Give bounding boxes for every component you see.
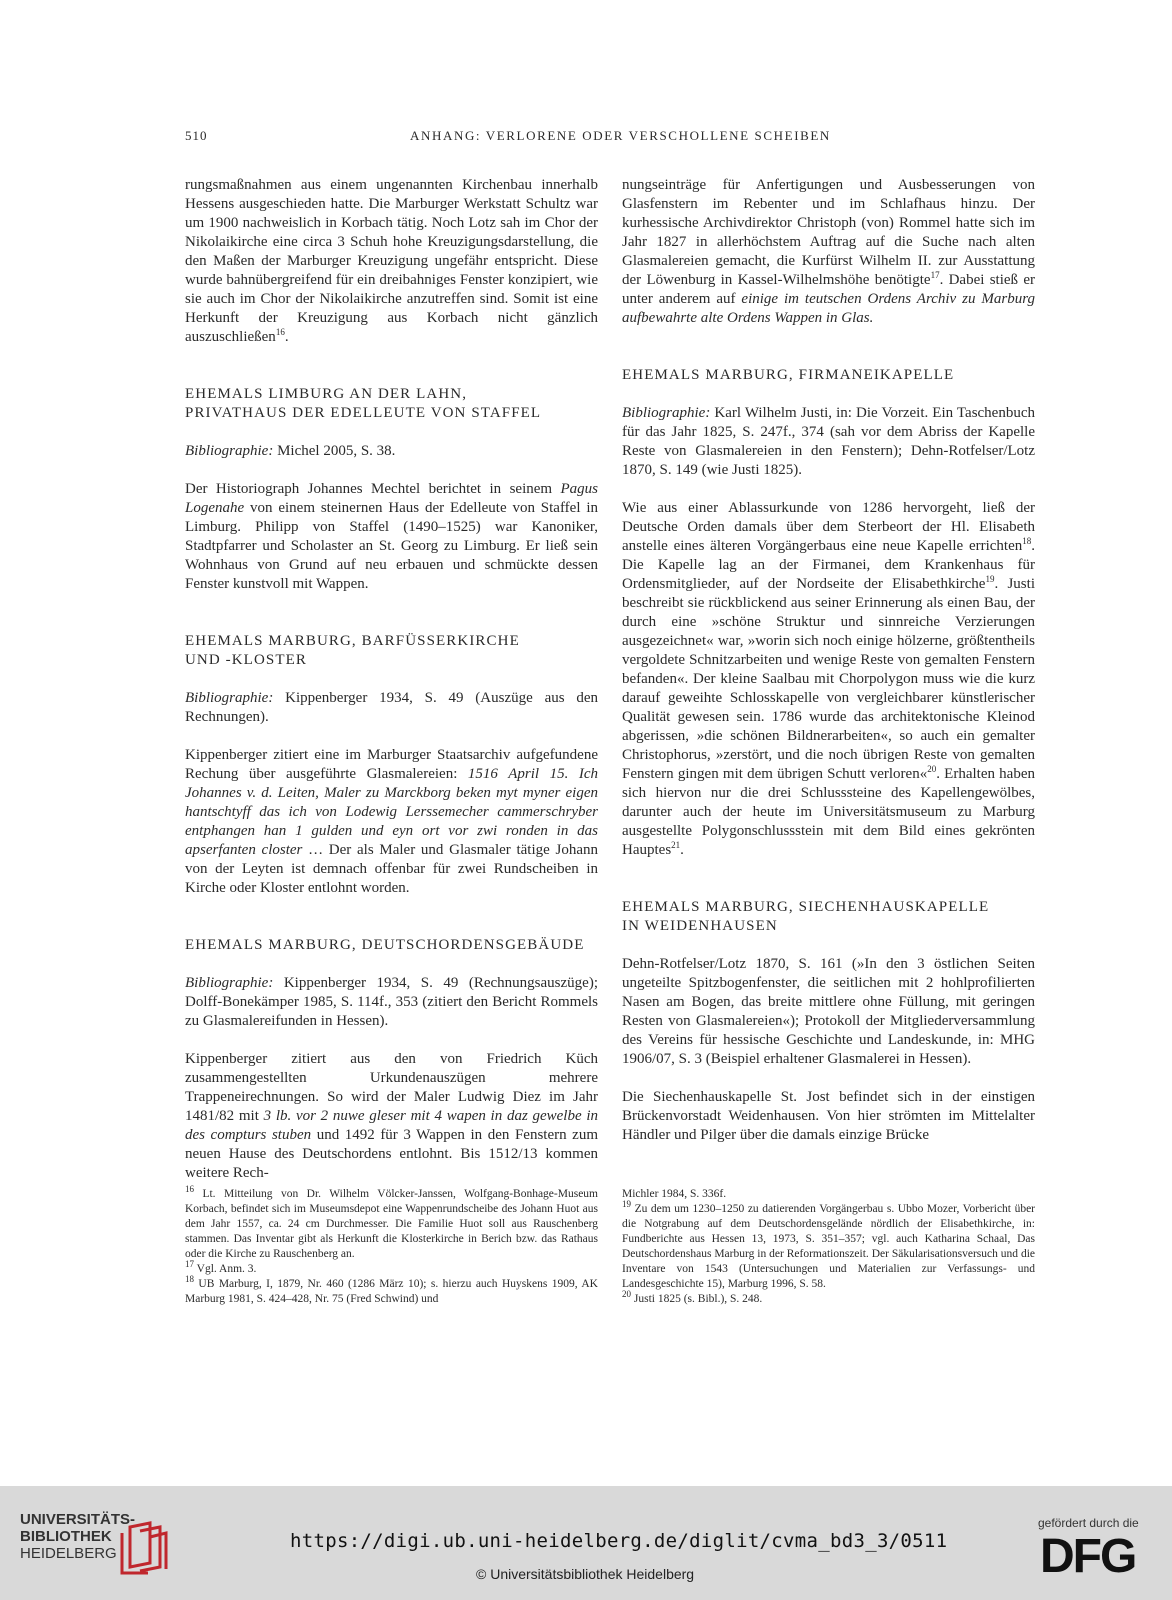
footnote-ref[interactable]: 19	[985, 574, 995, 584]
paragraph: Wie aus einer Ablassurkunde von 1286 hervorgeht, ließ der Deutsche Orden damals über dem Sterbeort der Hl. Elisabeth anstelle eines älteren Vorgängerbaus eine neue Kapelle errichten$^{18}$. Die Kapelle lag an der Firmanei, dem Krankenhaus für Ordensmitglieder, auf der Nordseite der Elisabethkirche$^{19}$. Justi beschreibt sie rückblickend aus seiner Erinnerung als einen Bau, der durch eine »schöne Struktur und sinnreiche Verzierungen ausgezeichnet« war, »worin sich noch einige hölzerne, größtentheils vergoldete Schnitzarbeiten und wenige Reste von gemalten Fenstern befanden«. Der kleine Saalbau mit Chorpolygon muss wie die kurz darauf geweihte Schlosskapelle von vergleichbarer künstlerischer Qualität gewesen sein. 1786 wurde das architektonische Kleinod abgerissen, »die schönen Bildnerarbeiten«, so auch ein gemalter Christophorus, »zerstört, und die noch übrigen Reste von gemalten Fenstern gingen mit dem übrigen Schutt verloren«$^{20}$. Erhalten haben sich hiervon nur die drei Schlusssteine des Kapellengewölbes, darunter auch der heute im Universitätsmuseum zu Marburg ausgestellte Polygonschlussstein mit dem Bild eines gekrönten Hauptes$^{21}$.	[622, 500, 1035, 858]
footnotes-right	[622, 1187, 1035, 1307]
bibliography: Bibliographie: Kippenberger 1934, S. 49 (Rechnungsauszüge); Dolff-Bonekämper 1985, S. 114f., 353 (zitiert den Bericht Rommels zu Glasmalereifunden in Hessen).	[185, 975, 598, 1029]
paragraph: Die Siechenhauskapelle St. Jost befindet sich in der einstigen Brückenvorstadt Weidenhausen. Von hier strömten im Mittelalter Händler und Pilger über die damals einzige Brücke	[622, 1089, 1035, 1143]
section-heading-limburg: EHEMALS LIMBURG AN DER LAHN, PRIVATHAUS DER EDELLEUTE VON STAFFEL	[185, 386, 542, 421]
right-column	[622, 176, 1035, 1145]
dfg-logo[interactable]	[1018, 1516, 1158, 1586]
footnote-ref[interactable]: 21	[671, 840, 681, 850]
footnote-ref[interactable]: 16	[275, 327, 285, 337]
left-column	[185, 176, 598, 1183]
library-logo-icon	[116, 1519, 170, 1577]
copyright-notice: © Universitätsbibliothek Heidelberg	[476, 1566, 695, 1582]
running-title: ANHANG: VERLORENE ODER VERSCHOLLENE SCHEIBEN	[410, 128, 831, 143]
bibliography: Dehn-Rotfelser/Lotz 1870, S. 161 (»In den 3 östlichen Seiten ungeteilte Spitzbogenfenster, die seitlichen mit 2 hohlprofilierten Nasen am Bogen, das breite mittlere ohne Füllung, mit geringen Resten von Glasmalereien«); Protokoll der Mitgliederversammlung des Vereins für hessische Geschichte und Landeskunde, in: MHG 1906/07, S. 3 (Beispiel erhaltener Glasmalerei in Hessen).	[622, 956, 1035, 1067]
footnote: $^{17}$ Vgl. Anm. 3.	[185, 1259, 257, 1275]
footnote: $^{20}$ Justi 1825 (s. Bibl.), S. 248.	[622, 1289, 763, 1305]
paragraph: rungsmaßnahmen aus einem ungenannten Kirchenbau innerhalb Hessens ausgeschieden hatte. Die Marburger Werkstatt Schultz war um 1900 nachweislich in Korbach tätig. Noch Lotz sah im Chor der Nikolaikirche eine circa 3 Schuh hohe Kreuzigungsdarstellung, die den Maßen der Marburger Kreuzigung ungefähr entspricht. Diese wurde bahnübergreifend für ein dreibahniges Fenster konzipiert, wie sie auch im Chor der Nikolaikirche anzutreffen sind. Somit ist eine Herkunft der Kreuzigung aus Korbach nicht gänzlich auszuschließen$^{16}$.	[185, 177, 598, 345]
paragraph: Kippenberger zitiert eine im Marburger Staatsarchiv aufgefundene Rechung über ausgeführte Glasmalereien: 1516 April 15. Ich Johannes v. d. Leiten, Maler zu Marckborg beken myt myner eigen hantschtyff das ich von Lodewig Lerssemecher cammerschryber entphangen han 1 gulden und eyn ort vor zwi ronden in das apserfanten closter … Der als Maler und Glasmaler tätige Johann von der Leyten ist demnach offenbar für zwei Rundscheiben in Kirche oder Kloster entlohnt worden.	[185, 747, 599, 896]
paragraph: Der Historiograph Johannes Mechtel berichtet in seinem Pagus Logenahe von einem steinernen Haus der Edelleute von Staffel in Limburg. Philipp von Staffel (1490–1525) war Kanoniker, Stadtpfarrer und Scholaster an St. Georg zu Limburg. Er ließ sein Wohnhaus von Grund auf neu erbauen und schmückte dessen Fenster kunstvoll mit Wappen.	[185, 481, 598, 592]
bibliography: Bibliographie: Karl Wilhelm Justi, in: Die Vorzeit. Ein Taschenbuch für das Jahr 1825, S. 247f., 374 (sah vor dem Abriss der Kapelle Reste von Glasmalereien in den Fenstern); Dehn-Rotfelser/Lotz 1870, S. 149 (wie Justi 1825).	[622, 405, 1035, 478]
page-number: 510	[185, 128, 208, 143]
footnote-ref[interactable]: 17	[930, 270, 940, 280]
footnotes-left	[185, 1184, 598, 1307]
paragraph: Kippenberger zitiert aus den von Friedrich Küch zusammengestellten Urkundenauszügen mehrere Trappeneirechnungen. So wird der Maler Ludwig Diez im Jahr 1481/82 mit 3 lb. vor 2 nuwe gleser mit 4 wapen in daz gewelbe in des compturs stuben und 1492 für 3 Wappen in den Fenstern zum neuen Hause des Deutschordens entlohnt. Bis 1512/13 kommen weitere Rech-	[185, 1051, 599, 1181]
footnote: $^{19}$ Zu dem um 1230–1250 zu datierenden Vorgängerbau s. Ubbo Mozer, Vorbericht über die Notgrabung auf dem Deutschordensgelände nördlich der Elisabethkirche, in: Fundberichte aus Hessen 13, 1973, S. 351–357; vgl. auch Katharina Schaal, Das Deutschordenshaus Marburg in der Reformationszeit. Der Säkularisationsversuch und die Inventare von 1543 (Untersuchungen und Materialien zur Verfassungs- und Landesgeschichte 15), Marburg 1996, S. 58.	[622, 1199, 1035, 1290]
running-head	[185, 128, 985, 148]
funding-label: gefördert durch die	[1038, 1516, 1139, 1530]
dfg-wordmark: DFG	[1040, 1530, 1136, 1583]
section-heading-barfuesser: EHEMALS MARBURG, BARFÜSSERKIRCHE UND -KLOSTER	[185, 633, 520, 668]
section-heading-siechenhaus: EHEMALS MARBURG, SIECHENHAUSKAPELLE IN WEIDENHAUSEN	[622, 899, 990, 934]
library-name: UNIVERSITÄTS- BIBLIOTHEK HEIDELBERG	[20, 1511, 136, 1562]
section-heading-deutschorden: EHEMALS MARBURG, DEUTSCHORDENSGEBÄUDE	[185, 937, 585, 953]
footnote-ref[interactable]: 18	[1022, 536, 1032, 546]
bibliography: Bibliographie: Kippenberger 1934, S. 49 (Auszüge aus den Rechnungen).	[185, 690, 599, 725]
footnote: $^{18}$ UB Marburg, I, 1879, Nr. 460 (1286 März 10); s. hierzu auch Huyskens 1909, AK Marburg 1981, S. 424–428, Nr. 75 (Fred Schwind) und	[185, 1274, 598, 1305]
footnote-ref[interactable]: 20	[927, 764, 937, 774]
document-url-link[interactable]: https://digi.ub.uni-heidelberg.de/diglit/cvma_bd3_3/0511	[290, 1530, 948, 1552]
footnote: $^{16}$ Lt. Mitteilung von Dr. Wilhelm Völcker-Janssen, Wolfgang-Bonhage-Museum Korbach, befindet sich im Museumsdepot eine Wappenrundscheibe des Johann Huot aus dem Jahr 1557, ca. 24 cm Durchmesser. Die Familie Huot soll aus Rauschenberg stammen. Das Inventar gibt als Herkunft die Klosterkirche in Berich bzw. das Rathaus oder die Kirche zu Rauschenberg an.	[185, 1184, 598, 1260]
library-logo[interactable]	[20, 1511, 160, 1581]
paragraph: nungseinträge für Anfertigungen und Ausbesserungen von Glasfenstern im Rebenter und im Schlafhaus hinzu. Der kurhessische Archivdirektor Christoph (von) Rommel hatte sich im Jahr 1827 in allerhöchstem Auftrag auf die Suche nach alten Glasmalereien gemacht, die Kurfürst Wilhelm II. zur Ausstattung der Löwenburg in Kassel-Wilhelmshöhe benötigte$^{17}$. Dabei stieß er unter anderem auf einige im teutschen Ordens Archiv zu Marburg aufbewahrte alte Ordens Wappen in Glas.	[622, 177, 1036, 326]
section-heading-firmanei: EHEMALS MARBURG, FIRMANEIKAPELLE	[622, 367, 955, 383]
bibliography: Bibliographie: Michel 2005, S. 38.	[185, 443, 396, 459]
footnote: Michler 1984, S. 336f.	[622, 1188, 727, 1200]
